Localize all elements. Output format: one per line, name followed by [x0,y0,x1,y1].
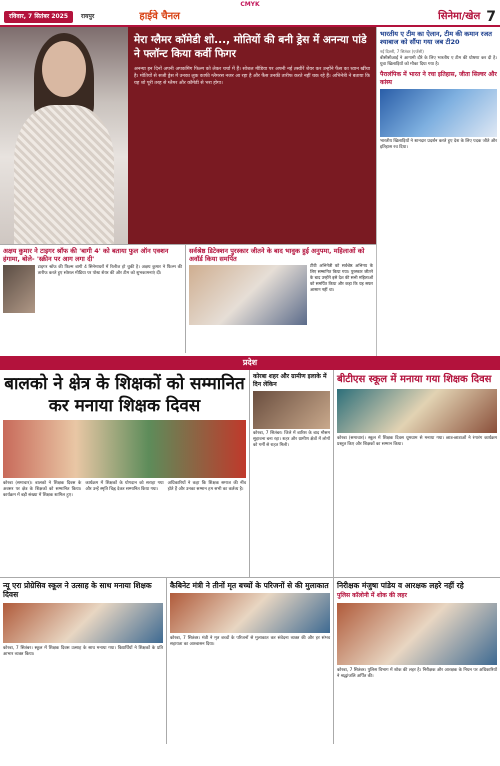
teachers-headline: बालको ने क्षेत्र के शिक्षकों को सम्मानित कर मनाया शिक्षक दिवस [4,374,245,417]
sports-headline-2: पैरालंपिक में भारत ने रचा इतिहास, जीता सिल्वर और कांस्य [380,71,497,87]
edition-city: रायपुर [81,12,95,20]
masthead [0,9,500,27]
akshay-headline: अक्षय कुमार ने टाइगर श्रॉफ की 'बागी 4' को बताया फुल ऑन एक्शन हंगामा, बोले- 'स्क्रीन पर आग लगा दी' [3,247,169,264]
face-shape [42,41,86,97]
section-title: सिनेमा/खेल [438,11,481,23]
issue-date: रविवार, 7 सितंबर 2025 [4,11,73,23]
award-photo [189,265,307,325]
weather-photo [253,391,330,429]
sports-body-2: भारतीय खिलाड़ियों ने शानदार प्रदर्शन करते हुए देश के लिए पदक जीते और इतिहास रच दिया। [380,138,497,150]
akshay-body: टाइगर श्रॉफ की फिल्म बागी 4 सिनेमाघरों में रिलीज हो चुकी है। अक्षय कुमार ने फिल्म की तारीफ करते हुए सोशल मीडिया पर पोस्ट शेयर की और टीम को शुभकामनाएं दीं। [37,265,182,277]
sports-dateline: नई दिल्ली, 7 सितंबर (एजेंसी) [380,48,424,54]
teachers-columns [3,481,246,499]
left-column [0,27,376,356]
akshay-photo [3,265,35,313]
teachers-group-photo [3,420,246,478]
award-story [186,245,376,353]
bts-photo [337,389,497,433]
brand-mark: CMYK [240,1,260,8]
akshay-story [0,245,186,353]
award-headline: सर्वश्रेष्ठ डिटेक्शन पुरस्कार जीतने के बाद भावुक हुई अनुपमा, महिलाओं को अवॉर्ड किया समर्पित [189,247,365,264]
police-photo [337,603,497,665]
newspaper-logo: हाईवे चैनल [139,11,180,23]
teachers-day-story [0,370,250,577]
new-era-headline: न्यू एरा प्रोग्रेसिव स्कूल ने उत्साह के साथ मनाया शिक्षक दिवस [3,581,152,600]
minister-headline: कैबिनेट मंत्री ने तीनों मृत बच्चों के परिजनों से की मुलाकात [170,581,329,590]
sports-headline-1: भारतीय ए टीम का ऐलान, टीम की कमान रजत श्याबाज को सौंपा गया जब टी20 [380,30,492,47]
sports-body-1: बीसीसीआई ने आगामी दौरे के लिए भारतीय ए टीम की घोषणा कर दी है। युवा खिलाड़ियों को मौका दिया गया है। [380,56,497,68]
police-body: कोरबा, 7 सितंबर। पुलिस विभाग में शोक की लहर है। निरीक्षक और आरक्षक के निधन पर अधिकारियों ने श्रद्धांजलि अर्पित की। [337,668,497,680]
page-number: 7 [486,8,496,25]
bts-school-story [334,370,500,577]
hero-headline: मेरा ग्लैमर कॉमेडी शो..., मोतियों की बनी ड्रेस में अनन्या पांडे ने फ्लॉन्ट किया कर्वी फिगर [134,34,367,61]
hero-photo [0,27,128,244]
minister-photo [170,593,330,633]
minister-body: कोरबा, 7 सितंबर। मंत्री ने मृत बच्चों के परिजनों से मुलाकात कर संवेदना व्यक्त की और हर संभव सहायता का आश्वासन दिया। [170,636,330,648]
state-section-b [0,578,500,744]
akshay-row [3,265,182,313]
weather-headline: कोरबा शहर और ग्रामीण इलाके में दिन लेकिन [253,373,327,388]
new-era-story [0,578,167,744]
pearl-dress-shape [14,105,114,244]
police-story [334,578,500,744]
weather-body: कोरबा, 7 सितंबर। जिले में बारिश के बाद मौसम सुहावना बना रहा। शहर और ग्रामीण क्षेत्रों में लोगों को गर्मी से राहत मिली। [253,430,330,448]
hero-story [0,27,376,244]
new-era-photo [3,603,163,643]
teachers-col-1: कोरबा (समाचार)। बालको ने शिक्षक दिवस के अवसर पर क्षेत्र के शिक्षकों को सम्मानित किया। कार्यक्रम में बड़ी संख्या में शिक्षक शामिल हुए। [3,481,82,499]
teachers-col-2: कार्यक्रम में शिक्षकों के योगदान को सराहा गया और उन्हें स्मृति चिह्न देकर सम्मानित किया गया। [85,481,164,493]
police-kicker: पुलिस कॉलोनी में शोक की लहर [337,592,407,600]
weather-story [250,370,334,577]
award-body: टीवी अभिनेत्री को सर्वश्रेष्ठ अभिनय के लिए सम्मानित किया गया। पुरस्कार जीतने के बाद उन्होंने इसे देश की सभी महिलाओं को समर्पित किया और कहा कि यह सफर आसान नहीं था। [310,263,373,292]
pradesh-banner: प्रदेश [0,356,500,370]
sports-photo [380,89,497,137]
new-era-body: कोरबा, 7 सितंबर। स्कूल में शिक्षक दिवस उत्साह के साथ मनाया गया। विद्यार्थियों ने शिक्षकों के प्रति आभार व्यक्त किया। [3,645,163,657]
hero-text [128,27,376,244]
bts-body: कोरबा (समाचार)। स्कूल में शिक्षक दिवस धूमधाम से मनाया गया। छात्र-छात्राओं ने रंगारंग कार्यक्रम प्रस्तुत किए और शिक्षकों का सम्मान किया। [337,436,497,448]
teachers-col-3: अधिकारियों ने कहा कि शिक्षक समाज की नींव होते हैं और उनका सम्मान हम सभी का कर्तव्य है। [167,481,246,493]
state-section-a [0,370,500,578]
hero-body: अनन्या इन दिनों अपनी अपकमिंग फिल्म को लेकर चर्चा में हैं। सोशल मीडिया पर अपनी नई तस्वीरें शेयर कर उन्होंने फैंस का ध्यान खींचा है। मोतियों से सजी ड्रेस में उनका लुक काफी ग्लैमरस नजर आ रहा है और फैंस उनकी तारीफ करते नहीं थक रहे हैं। अभिनेत्री ने बताया कि यह शो पूरी तरह से ग्लैमर और कॉमेडी से भरा होगा। [134,67,370,87]
second-strip [0,244,376,353]
minister-story [167,578,334,744]
police-headline: निरीक्षक मंजुषा पांडेय व आरक्षक लहरे नहीं रहे [337,581,464,590]
bts-headline: बीटीएस स्कूल में मनाया गया शिक्षक दिवस [337,374,492,385]
masthead-right [438,8,496,27]
sports-column [376,27,500,356]
top-section [0,27,500,356]
